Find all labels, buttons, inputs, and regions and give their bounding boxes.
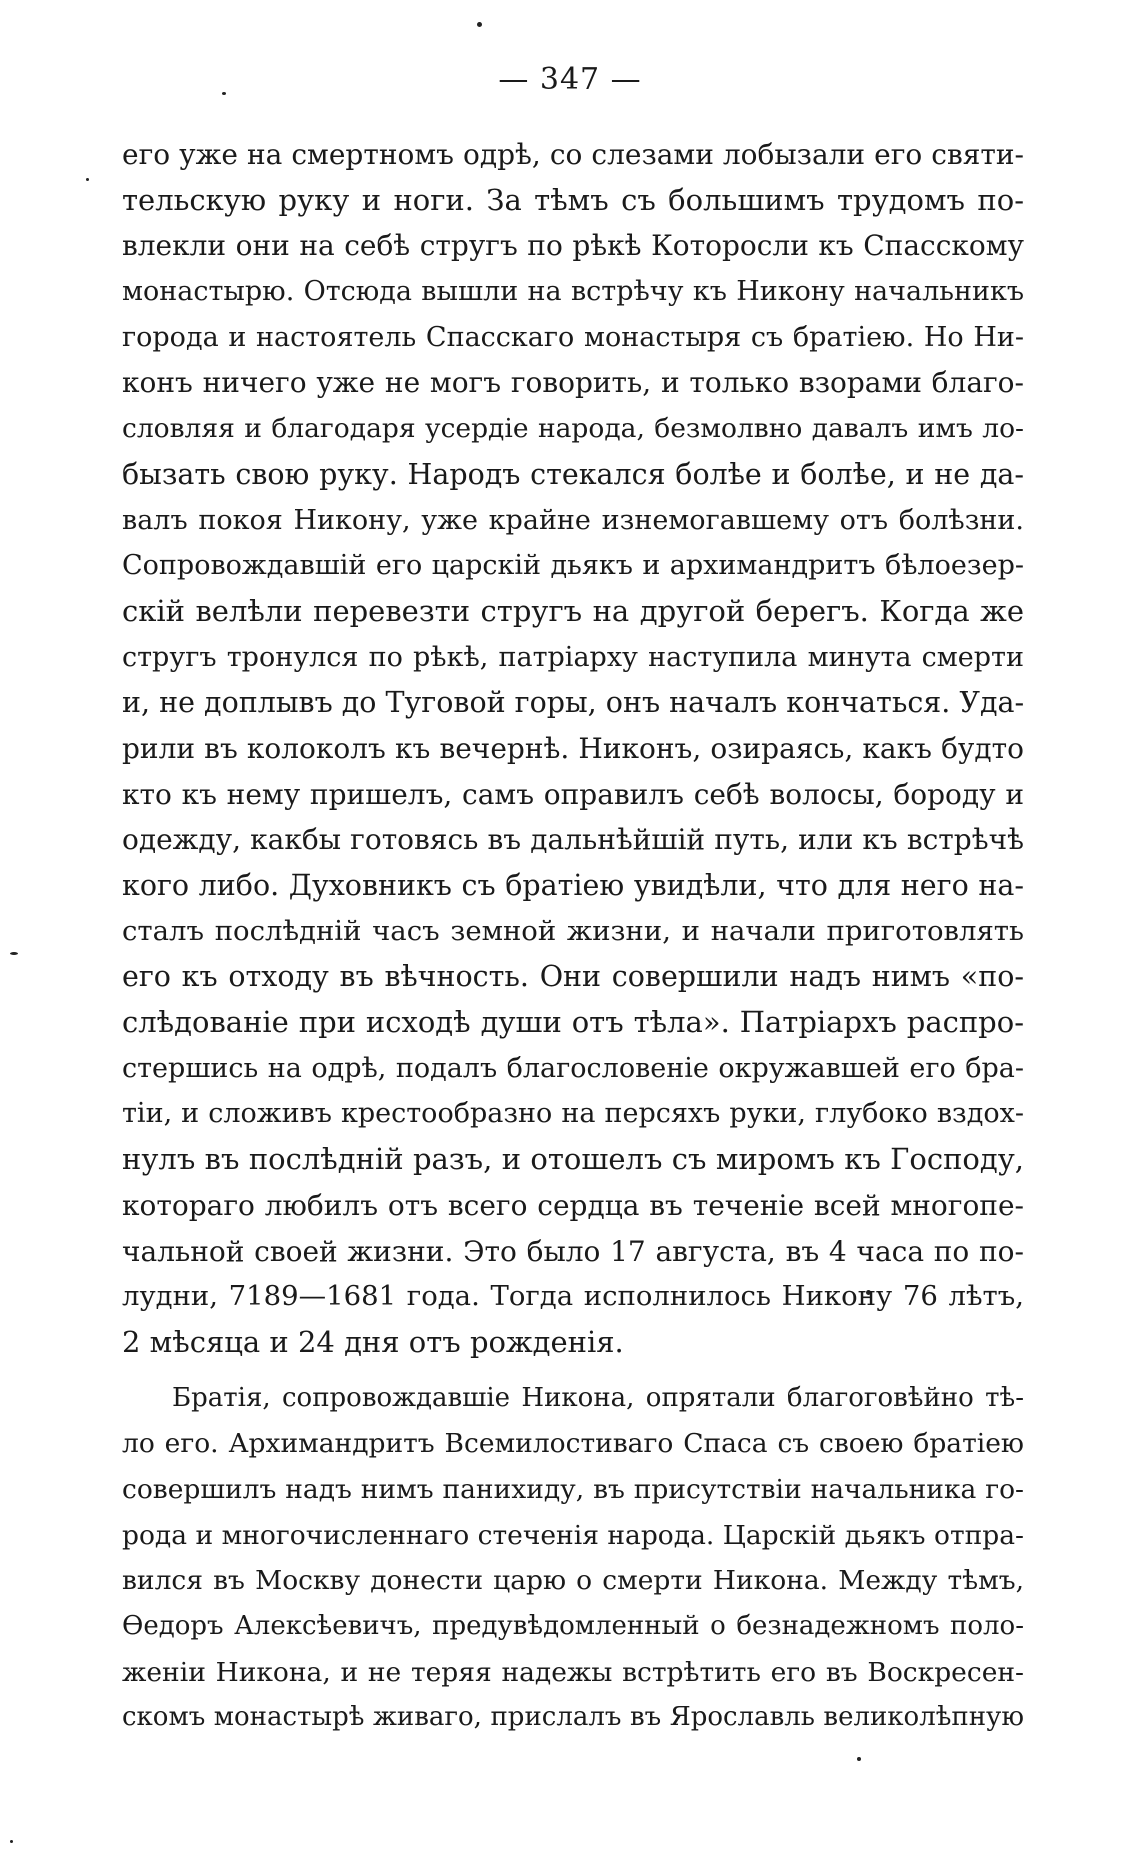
text-line: 2 мѣсяца и 24 дня отъ рожденія. xyxy=(122,1324,624,1359)
text-line: кто къ нему пришелъ, самъ оправилъ себѣ волосы, бороду и xyxy=(122,777,1024,811)
text-line: вился въ Москву донести царю о смерти Никона. Между тѣмъ, xyxy=(122,1565,1024,1597)
ink-speck xyxy=(10,1840,13,1843)
text-line: котораго любилъ отъ всего сердца въ теченіе всей многопе- xyxy=(122,1188,1024,1222)
text-line: тельскую руку и ноги. За тѣмъ съ большимъ трудомъ по- xyxy=(122,182,1024,217)
ink-speck xyxy=(86,178,89,181)
text-line: скомъ монастырѣ живаго, прислалъ въ Ярославль великолѣпную xyxy=(122,1702,1024,1733)
text-line: чальной своей жизни. Это было 17 августа, въ 4 часа по по- xyxy=(122,1234,1024,1268)
page-number: — 347 — xyxy=(498,62,642,97)
paragraph-1 xyxy=(122,132,1024,1366)
text-line: стершись на одрѣ, подалъ благословеніе окружавшей его бра- xyxy=(122,1052,1024,1084)
text-line: одежду, какбы готовясь въ дальнѣйшій путь, или къ встрѣчѣ xyxy=(122,823,1024,857)
text-line: женіи Никона, и не теряя надежы встрѣтить его въ Воскресен- xyxy=(122,1656,1024,1688)
ink-speck xyxy=(10,952,18,955)
body-text xyxy=(122,132,1024,1741)
ink-speck xyxy=(857,1757,861,1761)
text-line: его уже на смертномъ одрѣ, со слезами лобызали его святи- xyxy=(122,138,1024,171)
text-line: города и настоятель Спасскаго монастыря съ братіею. Но Ни- xyxy=(122,321,1024,353)
text-line: рода и многочисленнаго стеченія народа. Царскій дьякъ отпра- xyxy=(122,1519,1024,1551)
text-line: тіи, и сложивъ крестообразно на персяхъ руки, глубоко вздох- xyxy=(122,1098,1024,1130)
text-line: словляя и благодаря усердіе народа, безмолвно давалъ имъ ло- xyxy=(122,413,1024,445)
text-line: его къ отходу въ вѣчность. Они совершили надъ нимъ «по- xyxy=(122,960,1024,994)
paragraph-2 xyxy=(122,1376,1024,1742)
text-line: монастырю. Отсюда вышли на встрѣчу къ Никону начальникъ xyxy=(122,276,1024,308)
text-line: влекли они на себѣ стругъ по рѣкѣ Которосли къ Спасскому xyxy=(122,229,1024,263)
text-line: конъ ничего уже не могъ говорить, и только взорами благо- xyxy=(122,366,1024,400)
text-line: лудни, 7189—1681 года. Тогда исполнилось Никону 76 лѣтъ, xyxy=(122,1280,1024,1313)
text-line: кого либо. Духовникъ съ братіею увидѣли, что для него на- xyxy=(122,869,1024,902)
text-line: ло его. Архимандритъ Всемилостиваго Спаса съ своею братіею xyxy=(122,1428,1024,1460)
text-line: рили въ колоколъ къ вечернѣ. Никонъ, озираясь, какъ будто xyxy=(122,731,1024,765)
text-line: совершилъ надъ нимъ панихиду, въ присутствіи начальника го- xyxy=(122,1473,1024,1505)
text-line: Сопровождавшій его царскій дьякъ и архимандритъ бѣлоезер- xyxy=(122,550,1024,582)
text-line: и, не доплывъ до Туговой горы, онъ началъ кончаться. Уда- xyxy=(122,686,1025,720)
text-line: Ѳедоръ Алексѣевичъ, предувѣдомленный о безнадежномъ поло- xyxy=(122,1611,1024,1641)
text-line: слѣдованіе при исходѣ души отъ тѣла». Патріархъ распро- xyxy=(122,1005,1024,1040)
text-line: скій велѣли перевезти стругъ на другой берегъ. Когда же xyxy=(122,593,1024,628)
text-line: нулъ въ послѣдній разъ, и отошелъ съ миромъ къ Господу, xyxy=(122,1142,1024,1177)
text-line: стругъ тронулся по рѣкѣ, патріарху наступила минута смерти xyxy=(122,641,1024,673)
text-line: бызать свою руку. Народъ стекался болѣе и болѣе, и не да- xyxy=(122,457,1024,491)
ink-speck xyxy=(477,22,482,27)
text-line: Братія, сопровождавшіе Никона, опрятали благоговѣйно тѣ- xyxy=(172,1382,1024,1413)
text-line: сталъ послѣдній часъ земной жизни, и начали приготовлять xyxy=(122,914,1024,947)
text-line: валъ покоя Никону, уже крайне изнемогавшему отъ болѣзни. xyxy=(122,504,1024,536)
paragraph-gap xyxy=(122,1366,1024,1376)
